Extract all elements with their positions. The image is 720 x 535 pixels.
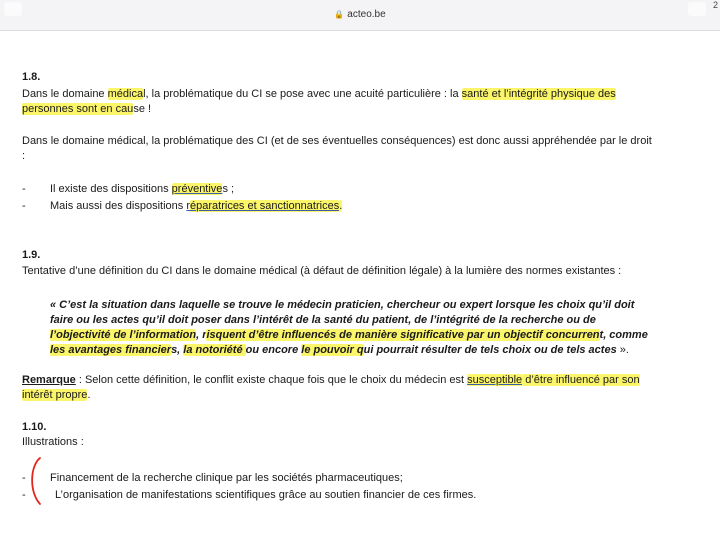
text-run: , r — [196, 329, 207, 341]
highlight-run: l’objectivité de l’information — [50, 329, 197, 341]
text-run: l, la problématique du CI se pose avec une acuité particulière : la — [143, 88, 462, 100]
address-bar[interactable] — [0, 9, 720, 20]
url-text: acteo.be — [347, 9, 386, 20]
highlight-run: préventive — [171, 183, 223, 195]
highlight-run: personnes sont en cau — [22, 103, 134, 115]
quote-line-2: faire ou les actes qu’il doit poser dans l’intérêt de la santé du patient, de l’intégrité de la recherche ou de — [50, 314, 596, 326]
text-run: se ! — [133, 103, 152, 115]
bullet-dash: - — [22, 200, 26, 212]
quote-line-4 — [50, 343, 690, 358]
highlight-run: susceptible — [467, 374, 523, 386]
text-run: s, — [171, 344, 184, 356]
heading-1-10: 1.10. — [22, 421, 47, 433]
s110-bullet-2: L’organisation de manifestations scientifiques grâce au soutien financier de ces firmes. — [55, 489, 477, 501]
remark-label: Remarque — [22, 374, 76, 386]
quote-line-3 — [50, 328, 690, 343]
highlight-run: intérêt propre — [22, 389, 88, 401]
red-pen-bracket-mark — [26, 456, 44, 506]
text-run: ». — [616, 344, 629, 356]
highlight-run: médica — [107, 88, 144, 100]
text-run: ui pourrait résulter de tels choix ou de tels actes — [363, 344, 617, 356]
right-corner-button[interactable] — [688, 2, 706, 16]
remark-line-2 — [22, 388, 91, 403]
remark-line-1 — [22, 373, 640, 388]
highlight-run: le pouvoir q — [301, 344, 364, 356]
highlight-run: les avantages financier — [50, 344, 172, 356]
text-run: r — [186, 200, 191, 212]
text-run: Dans le domaine — [22, 88, 108, 100]
s18-paragraph-1-line-2 — [22, 102, 151, 117]
browser-toolbar — [0, 0, 720, 31]
s110-intro: Illustrations : — [22, 436, 84, 448]
heading-1-8: 1.8. — [22, 71, 41, 83]
bullet-dash: - — [22, 183, 26, 195]
text-run: . — [87, 389, 91, 401]
bullet-dash: - — [22, 489, 26, 501]
corner-value: 2 — [712, 0, 718, 10]
highlight-run: santé et l’intégrité physique des — [461, 88, 616, 100]
text-run: t, comme — [599, 329, 648, 341]
s18-paragraph-2-line-2: : — [22, 150, 26, 162]
highlight-run: d’être influencé par son — [522, 374, 640, 386]
s18-bullet-1 — [50, 182, 234, 197]
lock-icon: 🔒 — [334, 10, 345, 19]
heading-1-9: 1.9. — [22, 249, 41, 261]
bullet-dash: - — [22, 472, 26, 484]
text-run: Mais aussi des dispositions — [50, 200, 187, 212]
quote-line-1: « C’est la situation dans laquelle se trouve le médecin praticien, chercheur ou expert lorsque les choix qu’il doit — [50, 299, 635, 311]
highlight-run: la notoriété — [183, 344, 246, 356]
text-run: Il existe des dispositions — [50, 183, 172, 195]
s19-intro: Tentative d’une définition du CI dans le domaine médical (à défaut de définition légale) à la lumière des normes existantes : — [22, 265, 622, 277]
s18-bullet-2 — [50, 199, 342, 214]
highlight-run: éparatrices et sanctionnatrices — [190, 200, 340, 212]
s110-bullet-1: Financement de la recherche clinique par les sociétés pharmaceutiques; — [50, 472, 403, 484]
highlight-run: . — [339, 200, 343, 212]
s18-paragraph-1-line-1 — [22, 87, 616, 102]
text-run: : Selon cette définition, le conflit existe chaque fois que le choix du médecin est — [75, 374, 468, 386]
highlight-run: isquent d’être influencés de manière significative par un objectif concurren — [206, 329, 600, 341]
text-run: s ; — [222, 183, 235, 195]
s18-paragraph-2-line-1: Dans le domaine médical, la problématique des CI (et de ses éventuelles conséquences) est donc aussi appréhendée par le droit — [22, 135, 652, 147]
text-run: ou encore — [245, 344, 302, 356]
